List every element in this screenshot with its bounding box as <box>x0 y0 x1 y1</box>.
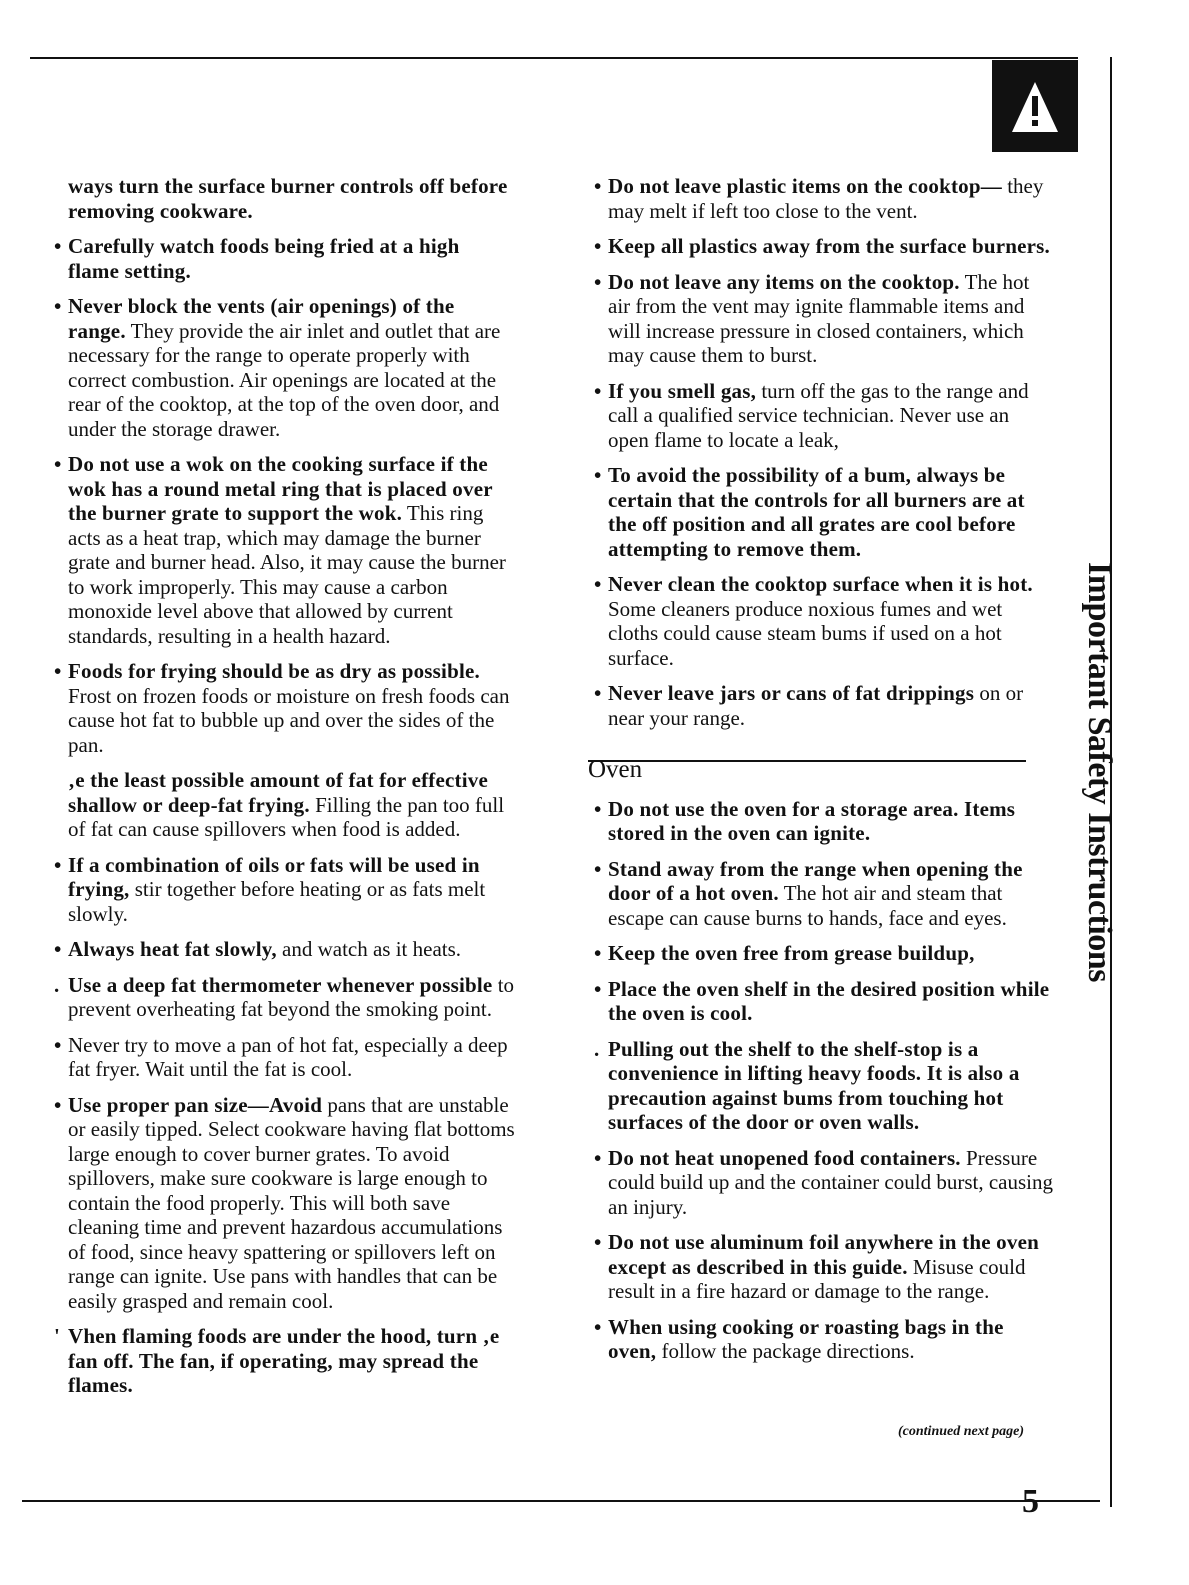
bullet-mark: . <box>54 972 60 997</box>
bullet-mark: • <box>594 234 602 258</box>
item-lead: Do not use a wok on the cooking surface if the wok has a round metal ring that is placed over the burner grate to support the wok. <box>68 452 493 525</box>
item-lead: Never block the vents (air openings) of the range. <box>68 294 455 343</box>
item-lead: Do not leave plastic items on the cooktop— <box>608 174 1002 198</box>
bullet-mark: • <box>594 174 602 198</box>
safety-item <box>588 572 1053 670</box>
bullet-mark: • <box>54 452 62 476</box>
safety-item <box>588 1230 1053 1304</box>
item-text: This ring acts as a heat trap, which may damage the burner grate and burner head. Also, it may cause the burner to work improperly. This may cause a carbon monoxide level above that allowed by current standards, resulting in a health hazard. <box>68 501 506 648</box>
bullet-mark: • <box>54 234 62 258</box>
safety-item <box>588 797 1053 846</box>
item-text: Misuse could result in a fire hazard or damage to the range. <box>608 1254 1026 1303</box>
warning-icon <box>992 60 1078 152</box>
item-lead: When using cooking or roasting bags in the oven, <box>608 1314 1004 1363</box>
oven-section <box>588 797 1053 1364</box>
bullet-mark: • <box>54 1092 62 1117</box>
safety-item <box>588 1315 1053 1364</box>
bullet-mark: • <box>594 1145 602 1170</box>
safety-item <box>588 681 1053 730</box>
item-lead: Stand away from the range when opening the door of a hot oven. <box>608 856 1023 905</box>
item-lead: Foods for frying should be as dry as possible. <box>68 659 480 683</box>
item-text: They provide the air inlet and outlet that are necessary for the range to operate properly with correct combustion. Air openings are located at the rear of the cooktop, at the top of the oven door, and under the storage drawer. <box>68 318 501 441</box>
bullet-mark: • <box>594 941 602 965</box>
item-text: follow the package directions. <box>656 1339 915 1363</box>
cooktop-section <box>588 174 1053 730</box>
item-lead: Carefully watch foods being fried at a high flame setting. <box>68 234 460 283</box>
item-lead: Pulling out the shelf to the shelf-stop is a convenience in lifting heavy foods. It is also a precaution against bums from touching hot surfaces of the door or oven walls. <box>608 1036 1020 1134</box>
bullet-mark: • <box>594 976 602 1001</box>
bullet-mark: • <box>594 1230 602 1254</box>
safety-item <box>588 857 1053 931</box>
bullet-mark: • <box>594 856 602 881</box>
bullet-mark: • <box>594 796 602 821</box>
bullet-mark: • <box>594 681 602 705</box>
item-text: they may melt if left too close to the vent. <box>608 174 1044 223</box>
safety-item <box>48 973 516 1022</box>
safety-item <box>48 937 516 962</box>
top-rule <box>30 57 1078 59</box>
warning-icon-box <box>992 60 1078 152</box>
item-lead: Do not use the oven for a storage area. Items stored in the oven can ignite. <box>608 796 1016 845</box>
bullet-mark: . <box>594 1036 600 1061</box>
item-lead: Vhen flaming foods are under the hood, turn ‚e fan off. The fan, if operating, may spread the flames. <box>68 1324 500 1397</box>
safety-item <box>588 941 1053 966</box>
bullet-mark: • <box>54 1032 62 1057</box>
safety-item <box>588 1146 1053 1220</box>
item-lead: Keep the oven free from grease buildup, <box>608 941 975 965</box>
item-lead: Do not use aluminum foil anywhere in the oven except as described in this guide. <box>608 1230 1039 1279</box>
safety-item <box>48 768 516 842</box>
bullet-mark: • <box>54 659 62 683</box>
item-text: to prevent overheating fat beyond the smoking point. <box>68 972 515 1021</box>
item-lead: Place the oven shelf in the desired position while the oven is cool. <box>608 976 1050 1025</box>
item-text: turn off the gas to the range and call a qualified service technician. Never use an open flame to locate a leak, <box>608 378 1029 452</box>
safety-item <box>48 853 516 927</box>
side-title: Important Safety Instructions <box>1081 562 1118 982</box>
safety-item <box>588 234 1053 259</box>
bullet-mark: • <box>594 269 602 294</box>
item-text: on or near your range. <box>608 681 1024 730</box>
item-lead: If you smell gas, <box>608 378 757 403</box>
bullet-mark: ' <box>54 1324 60 1348</box>
safety-item <box>48 452 516 648</box>
bullet-mark: • <box>54 937 62 961</box>
safety-item <box>588 379 1053 453</box>
safety-item <box>588 270 1053 368</box>
item-lead: Always heat fat slowly, <box>68 937 277 961</box>
safety-item <box>588 463 1053 561</box>
page-number: 5 <box>1022 1483 1039 1520</box>
bullet-mark: • <box>594 572 602 596</box>
safety-item <box>588 1037 1053 1135</box>
right-column <box>588 174 1053 1375</box>
item-lead: Use a deep fat thermometer whenever possible <box>68 972 493 997</box>
item-text: Frost on frozen foods or moisture on fresh foods can cause hot fat to bubble up and over the sides of the pan. <box>68 683 510 757</box>
bullet-mark: • <box>594 1314 602 1339</box>
item-text: Some cleaners produce noxious fumes and wet cloths could cause steam bums if used on a hot surface. <box>608 596 1003 670</box>
left-column <box>48 174 516 1409</box>
item-text: Filling the pan too full of fat can cause spillovers when food is added. <box>68 792 505 841</box>
item-lead: To avoid the possibility of a bum, always be certain that the controls for all burners are at the off position and all grates are cool before attempting to remove them. <box>608 463 1025 561</box>
item-lead: Do not heat unopened food containers. <box>608 1145 961 1170</box>
bullet-mark: • <box>54 852 62 877</box>
item-lead: Keep all plastics away from the surface burners. <box>608 234 1050 258</box>
item-text: The hot air and steam that escape can cause burns to hands, face and eyes. <box>608 881 1007 930</box>
safety-item <box>48 234 516 283</box>
item-lead: Never clean the cooktop surface when it is hot. <box>608 572 1033 596</box>
continued-note: (continued next page) <box>898 1424 1024 1439</box>
safety-item <box>48 294 516 441</box>
item-lead: Do not leave any items on the cooktop. <box>608 269 960 294</box>
bullet-mark: • <box>54 294 62 318</box>
item-text: Pressure could build up and the container could burst, causing an injury. <box>608 1145 1053 1219</box>
safety-item <box>48 659 516 757</box>
safety-item <box>48 174 516 223</box>
item-lead: If a combination of oils or fats will be used in frying, <box>68 852 480 901</box>
safety-item <box>588 174 1053 223</box>
safety-item <box>588 977 1053 1026</box>
item-lead: ways turn the surface burner controls off before removing cookware. <box>68 174 508 223</box>
item-text: stir together before heating or as fats melt slowly. <box>68 877 486 926</box>
bottom-rule <box>22 1500 1100 1502</box>
item-text: and watch as it heats. <box>276 937 462 961</box>
item-text: pans that are unstable or easily tipped. Select cookware having flat bottoms large enough to cover burner grates. To avoid spillovers, make sure cookware is large enough to contain the food properly. This will both save cleaning time and prevent hazardous accumulations of food, since heavy spattering or spillovers left on range can ignite. Use pans with handles that can be easily grasped and remain cool. <box>68 1092 515 1313</box>
item-lead: Never leave jars or cans of fat drippings <box>608 681 975 705</box>
item-text: Never try to move a pan of hot fat, especially a deep fat fryer. Wait until the fat is cool. <box>68 1032 508 1081</box>
oven-heading: Oven <box>588 756 643 783</box>
item-lead: Use proper pan size—Avoid <box>68 1092 323 1117</box>
safety-item <box>48 1324 516 1398</box>
item-text: The hot air from the vent may ignite flammable items and will increase pressure in closed containers, which may cause them to burst. <box>608 269 1030 367</box>
safety-item <box>48 1093 516 1314</box>
safety-item <box>48 1033 516 1082</box>
bullet-mark: • <box>594 463 602 487</box>
item-lead: ‚e the least possible amount of fat for effective shallow or deep-fat frying. <box>68 768 488 817</box>
bullet-mark: • <box>594 378 602 403</box>
